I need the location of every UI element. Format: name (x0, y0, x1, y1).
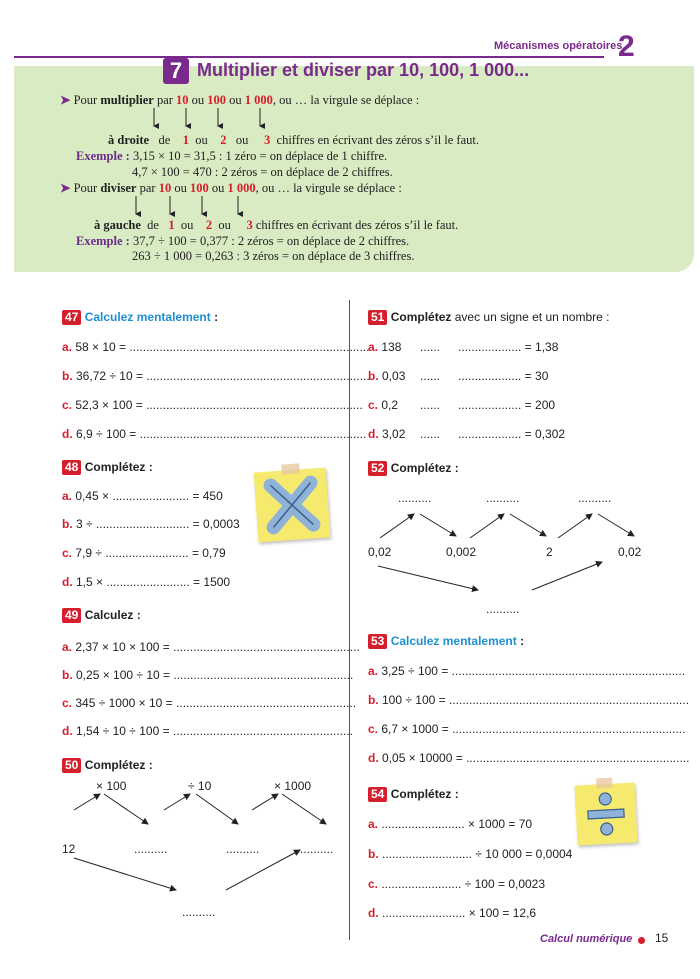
ex47-item: b. 36,72 ÷ 10 = ................................................................... (62, 369, 370, 383)
ex49-item: a. 2,37 × 10 × 100 = ........................................................ (62, 640, 360, 654)
div-example-1: Exemple : 37,7 ÷ 100 = 0,377 : 2 zéros = on déplace de 2 chiffres. (76, 234, 410, 248)
ex52-value: 2 (546, 545, 553, 559)
ex51-answer: ................... = 200 (458, 398, 556, 412)
ex54-item: d. ......................... × 100 = 12,6 (368, 906, 537, 920)
ex51-item: c. 0,2 (368, 398, 399, 412)
tape-icon (596, 778, 613, 789)
div-direction: à gauche de 1 ou 2 ou 3 chiffres en écrivant des zéros s’il le faut. (94, 218, 459, 232)
header-rule (14, 56, 604, 58)
ex50-op-1: × 100 (96, 779, 127, 793)
div-example-2: 263 ÷ 1 000 = 0,263 : 3 zéros = on déplace de 3 chiffres. (132, 249, 415, 263)
footer-dot-icon (638, 937, 645, 944)
ex47-item: d. 6,9 ÷ 100 = .................................................................... (62, 427, 367, 441)
ex52-blank: .......... (578, 491, 612, 505)
ex52-value: 0,02 (618, 545, 642, 559)
lesson-number: 7 (163, 58, 189, 84)
chapter-number: 2 (618, 30, 635, 63)
ex47-item: c. 52,3 × 100 = ................................................................. (62, 398, 363, 412)
mult-arrows (150, 106, 280, 132)
page-number: 15 (655, 931, 669, 945)
ex51-item: a. 138 (368, 340, 402, 354)
mult-example-1: Exemple : 3,15 × 10 = 31,5 : 1 zéro = on déplace de 1 chiffre. (76, 149, 388, 163)
ex53-item: a. 3,25 ÷ 100 = ...................................................................... (368, 664, 686, 678)
ex51-item: d. 3,02 (368, 427, 406, 441)
section-label: Mécanismes opératoires (494, 40, 623, 52)
mult-direction: à droite de 1 ou 2 ou 3 chiffres en écrivant des zéros s’il le faut. (108, 133, 479, 147)
divide-icon (574, 782, 637, 845)
ex51-dots: ...... (420, 369, 441, 383)
ex51-answer: ................... = 30 (458, 369, 549, 383)
ex54-item: a. ......................... × 1000 = 70 (368, 817, 533, 831)
ex48-item: d. 1,5 × ......................... = 1500 (62, 575, 231, 589)
ex49-title: 49 Calculez : (62, 608, 141, 623)
ex54-item: c. ........................ ÷ 100 = 0,0023 (368, 877, 546, 891)
ex47-title: 47 Calculez mentalement : (62, 310, 218, 325)
bullet-icon: ➤ (60, 181, 71, 195)
ex51-answer: ................... = 0,302 (458, 427, 566, 441)
ex52-blank: .......... (486, 602, 520, 616)
ex52-value: 0,02 (368, 545, 392, 559)
mult-intro: ➤ Pour multiplier par 10 ou 100 ou 1 000, ou … la virgule se déplace : (60, 93, 420, 107)
ex50-arrows (60, 790, 350, 900)
div-intro: ➤ Pour diviser par 10 ou 100 ou 1 000, ou … la virgule se déplace : (60, 181, 402, 195)
ex50-op-3: × 1000 (274, 779, 312, 793)
ex47-item: a. 58 × 10 = ........................................................................ (62, 340, 370, 354)
ex52-title: 52 Complétez : (368, 461, 459, 476)
ex52-value: 0,002 (446, 545, 477, 559)
ex51-dots: ...... (420, 340, 441, 354)
ex48-title: 48 Complétez : (62, 460, 153, 475)
ex48-item: c. 7,9 ÷ ......................... = 0,79 (62, 546, 226, 560)
ex53-item: c. 6,7 × 1000 = ...................................................................... (368, 722, 686, 736)
ex49-item: d. 1,54 ÷ 10 ÷ 100 = ...................................................... (62, 724, 353, 738)
ex50-blank: .......... (300, 842, 334, 856)
tape-icon (281, 463, 300, 474)
ex50-blank: .......... (182, 905, 216, 919)
ex49-item: c. 345 ÷ 1000 × 10 = ...................................................... (62, 696, 357, 710)
ex51-answer: ................... = 1,38 (458, 340, 559, 354)
ex48-item: b. 3 ÷ ............................ = 0,0003 (62, 517, 240, 531)
ex53-title: 53 Calculez mentalement : (368, 634, 524, 649)
ex49-item: b. 0,25 × 100 ÷ 10 = ...................................................... (62, 668, 354, 682)
ex51-dots: ...... (420, 427, 441, 441)
ex54-item: b. ........................... ÷ 10 000 = 0,0004 (368, 847, 573, 861)
mult-example-2: 4,7 × 100 = 470 : 2 zéros = on déplace de 2 chiffres. (132, 165, 393, 179)
sticky-note-times (254, 468, 331, 543)
ex50-op-2: ÷ 10 (188, 779, 212, 793)
ex52-arrows (366, 502, 666, 594)
ex51-title: 51 Complétez avec un signe et un nombre : (368, 310, 610, 325)
sticky-note-divide (574, 782, 637, 845)
ex50-blank: .......... (134, 842, 168, 856)
ex53-item: b. 100 ÷ 100 = ........................................................................ (368, 693, 690, 707)
ex52-blank: .......... (486, 491, 520, 505)
ex51-dots: ...... (420, 398, 441, 412)
ex50-blank: .......... (226, 842, 260, 856)
ex52-blank: .......... (398, 491, 432, 505)
bullet-icon: ➤ (60, 93, 71, 107)
multiply-icon (254, 468, 331, 543)
ex54-title: 54 Complétez : (368, 787, 459, 802)
ex50-title: 50 Complétez : (62, 758, 153, 773)
ex53-item: d. 0,05 × 10000 = ................................................................... (368, 751, 690, 765)
lesson-title: Multiplier et diviser par 10, 100, 1 000... (197, 60, 530, 80)
ex48-item: a. 0,45 × ....................... = 450 (62, 489, 223, 503)
ex51-item: b. 0,03 (368, 369, 406, 383)
ex50-start: 12 (62, 842, 76, 856)
footer-section: Calcul numérique (540, 933, 633, 945)
div-arrows (130, 194, 270, 220)
